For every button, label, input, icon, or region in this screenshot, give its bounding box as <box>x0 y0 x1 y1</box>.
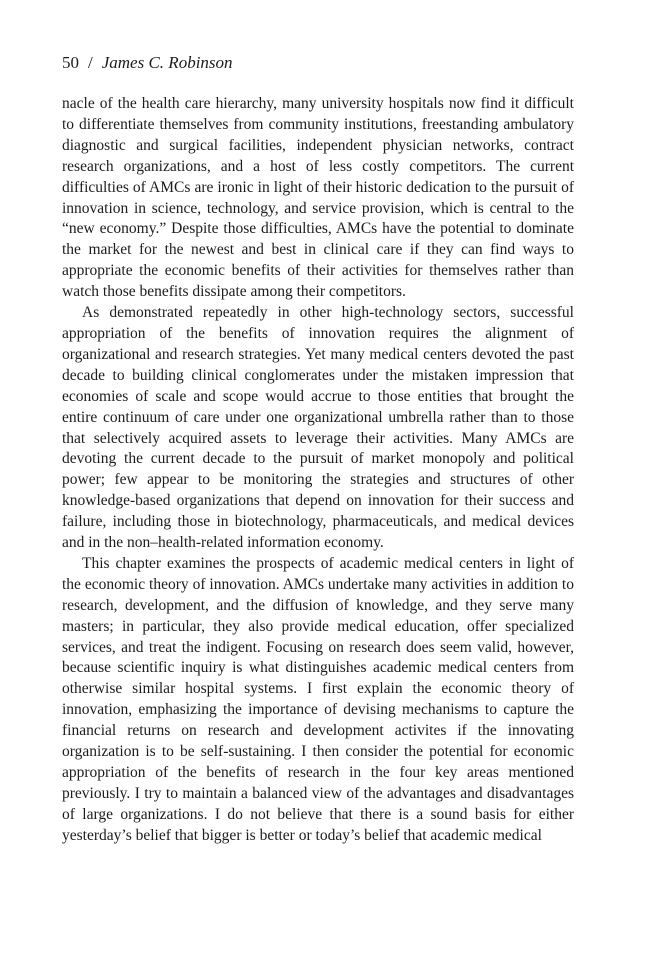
paragraph-appropriation: As demonstrated repeatedly in other high-technology sectors, successful appropriation of the benefits of innovation requires the alignment of organizational and research strategies. Yet many medical centers devoted the past decade to building clinical conglomerates under the mistaken impression that economies of scale and scope would accrue to those entities that brought the entire continuum of care under one organizational umbrella rather than to those that selectively acquired assets to leverage their activities. Many AMCs are devoting the current decade to the pursuit of market monopoly and political power; few appear to be monitoring the strategies and structures of other knowledge-based organizations that depend on innovation for their success and failure, including those in biotechnology, pharmaceuticals, and medical devices and in the non–health-related information economy. <box>62 304 574 552</box>
running-head <box>62 52 574 74</box>
running-head-separator: / <box>88 53 93 72</box>
paragraph-continued: nacle of the health care hierarchy, many university hospitals now find it difficult to differentiate themselves from community institutions, freestanding ambulatory diagnostic and surgical facilities, independent physician networks, contract research organizations, and a host of less costly competitors. The current difficulties of AMCs are ironic in light of their historic dedication to the pursuit of innovation in science, technology, and service provision, which is central to the “new economy.” Despite those difficulties, AMCs have the potential to dominate the market for the newest and best in clinical care if they can find ways to appropriate the economic benefits of their activities for themselves rather than watch those benefits dissipate among their competitors. <box>62 95 574 301</box>
body-text <box>62 94 574 847</box>
page-number: 50 <box>62 53 79 72</box>
running-head-author: James C. Robinson <box>101 53 233 72</box>
book-page <box>62 52 574 847</box>
paragraph-chapter-overview: This chapter examines the prospects of academic medical centers in light of the economic theory of innovation. AMCs undertake many activities in addition to research, development, and the diffusion of knowledge, and they serve many masters; in particular, they also provide medical education, offer specialized services, and treat the indigent. Focusing on research does seem valid, however, because scientific inquiry is what distinguishes academic medical centers from otherwise similar hospital systems. I first explain the economic theory of innovation, emphasizing the importance of devising mechanisms to capture the financial returns on research and development activites if the innovating organization is to be self-sustaining. I then consider the potential for economic appropriation of the benefits of research in the four key areas mentioned previously. I try to maintain a balanced view of the advantages and disadvantages of large organizations. I do not believe that there is a sound basis for either yesterday’s belief that bigger is better or today’s belief that academic medical <box>62 554 574 844</box>
